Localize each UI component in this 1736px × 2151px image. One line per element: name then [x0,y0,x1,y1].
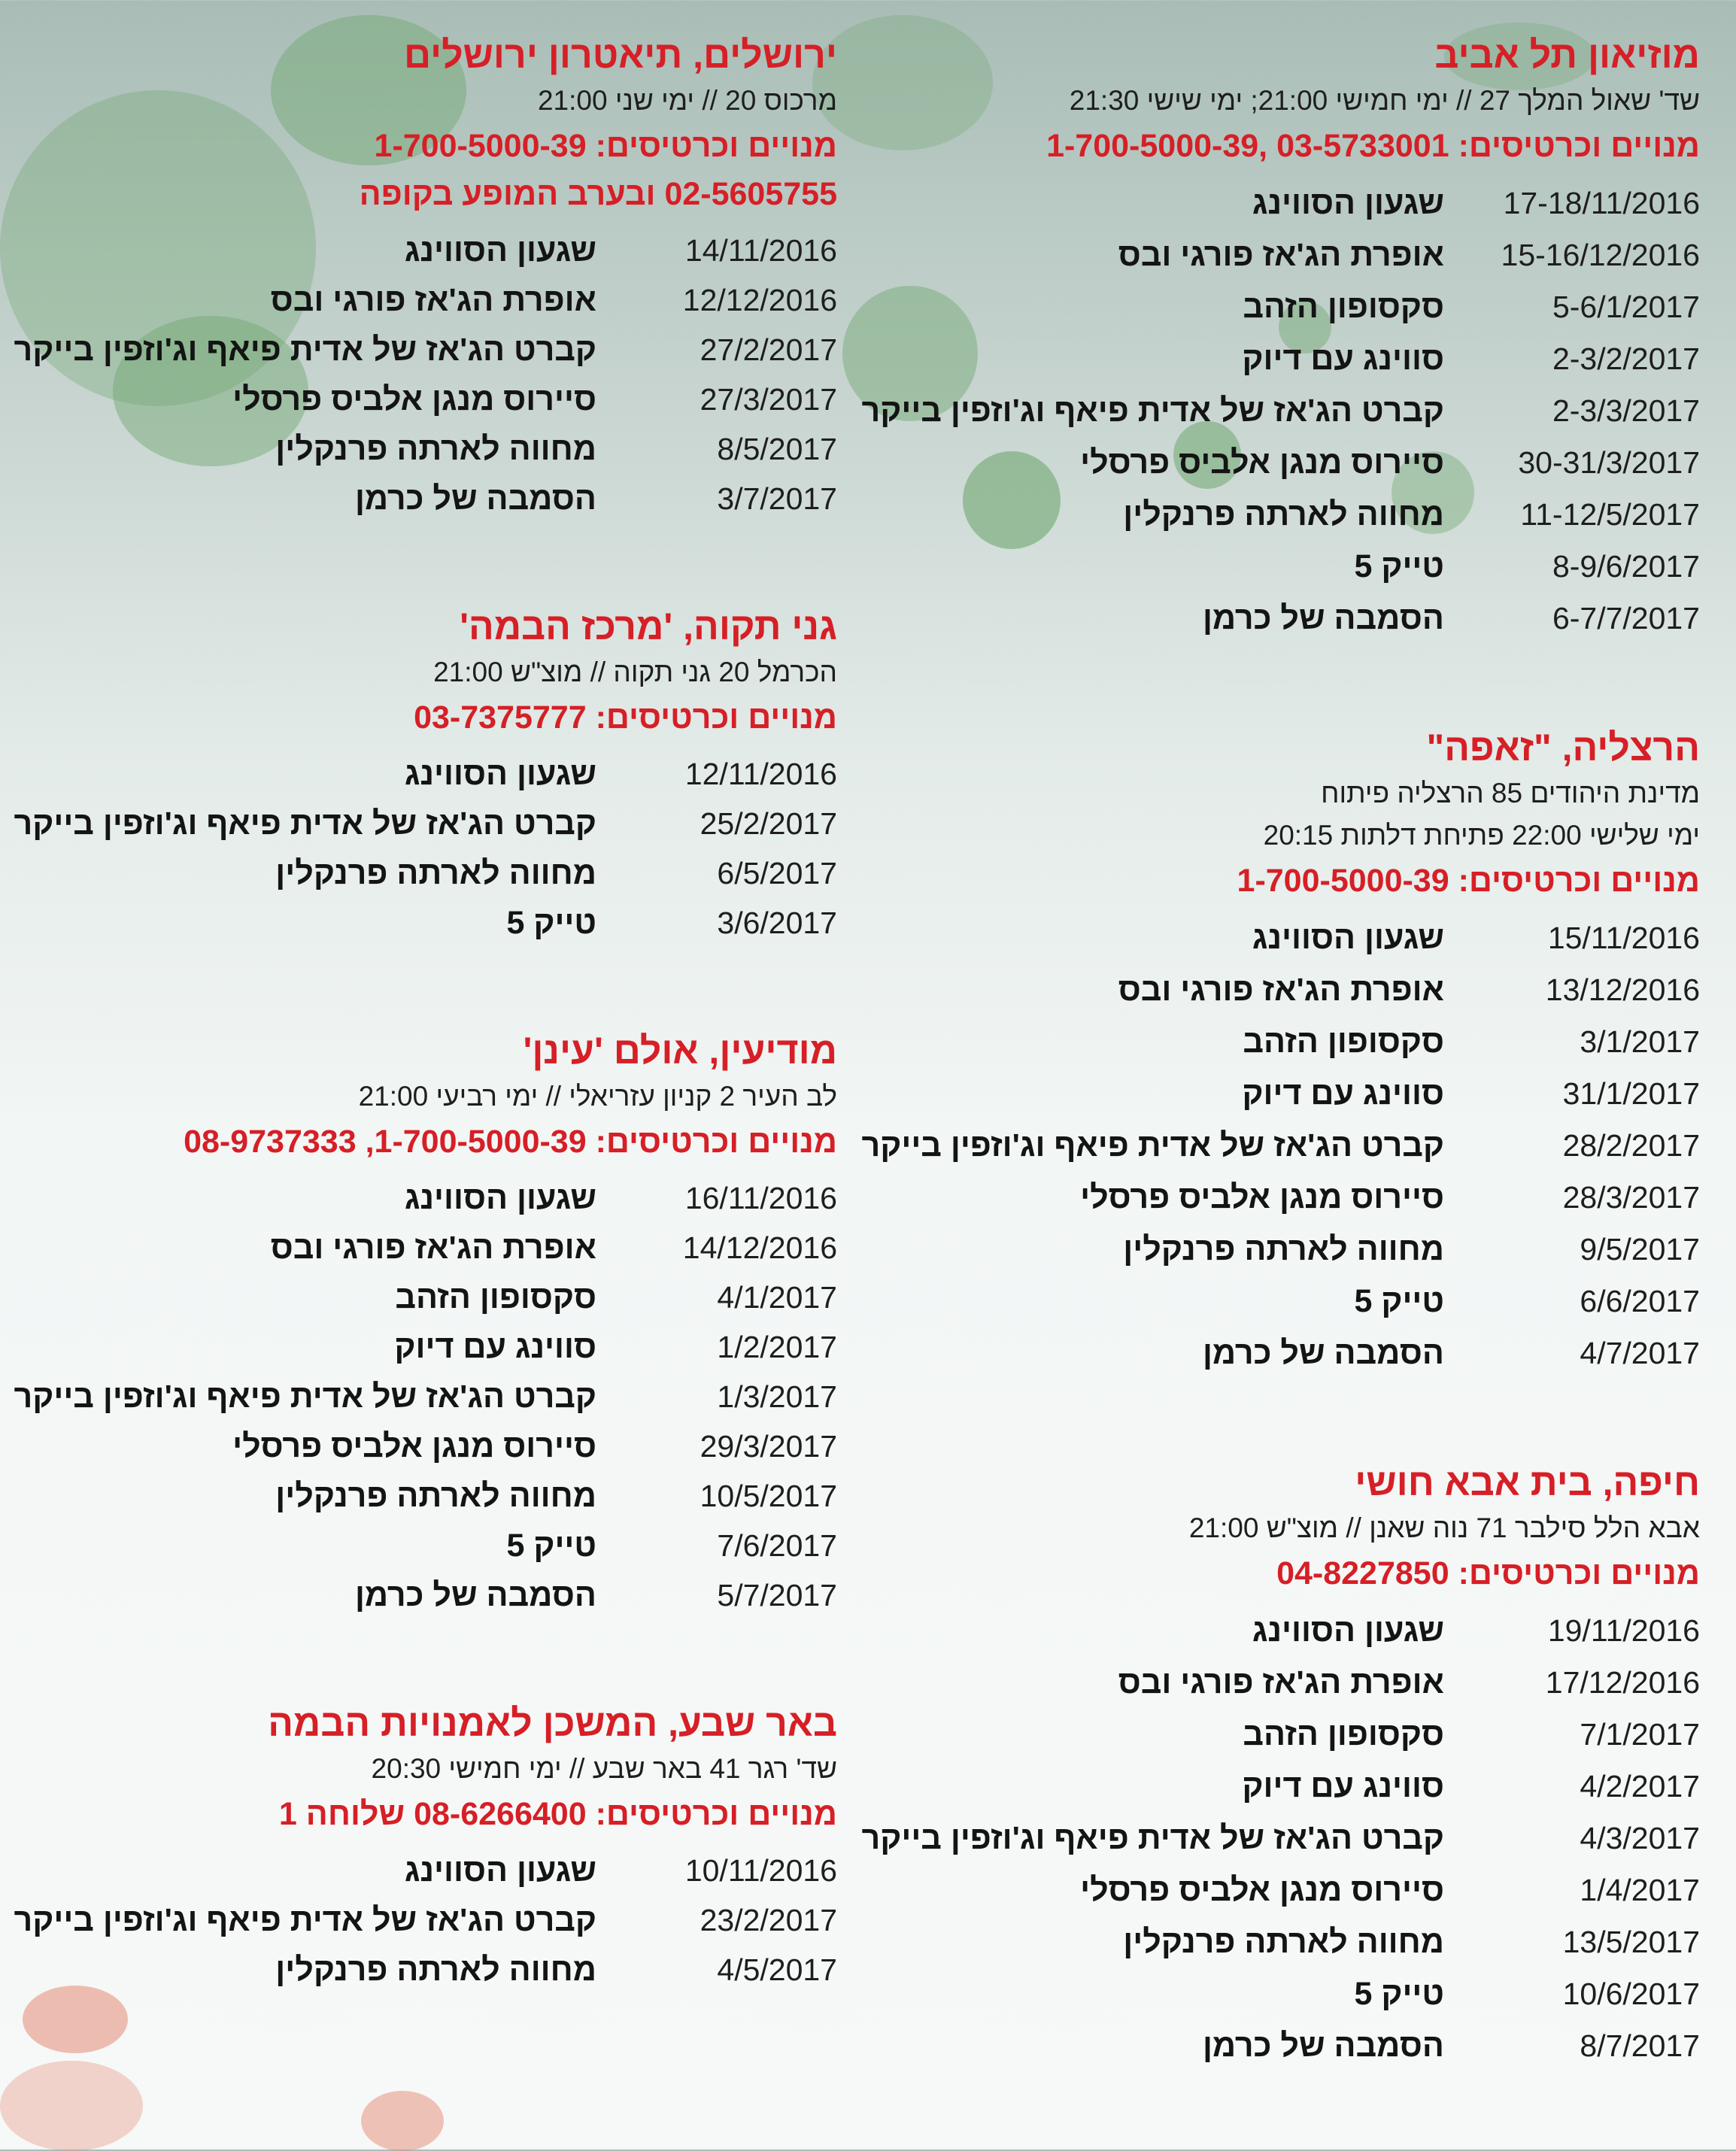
show-name: סיירוס מנגן אלביס פרסלי [1080,1179,1444,1215]
show-row [873,541,1700,593]
show-date: 15/11/2016 [1547,921,1700,955]
tickets-info: מנויים וכרטיסים: 1-700-5000-39 [374,128,837,164]
show-name: סווינג עם דיוק [1242,1768,1444,1804]
show-name: מחווה לארתה פרנקלין [1123,1231,1444,1267]
show-name: אופרת הג'אז פורגי ובס [1118,1664,1444,1700]
show-date: 8/5/2017 [717,432,837,466]
tickets-info: 02-5605755 ובערב המופע בקופה [359,176,837,212]
show-date: 3/1/2017 [1580,1024,1700,1059]
show-row [873,333,1700,385]
show-name: קברט הג'אז של אדית פיאף וג'וזפין בייקר [14,1379,596,1415]
show-row [873,489,1700,541]
venue-title: ירושלים, תיאטרון ירושלים [403,34,837,76]
show-row [861,385,1700,437]
tickets-info: מנויים וכרטיסים: 03-5733001 ,1-700-5000-39 [1046,128,1700,164]
show-row [2,1173,837,1223]
show-date: 3/6/2017 [717,906,837,940]
show-row [873,1761,1700,1813]
show-name: שגעון הסווינג [404,756,596,792]
venue-title: הרצליה, "זאפה" [1426,727,1700,769]
show-date: 31/1/2017 [1562,1076,1700,1111]
show-date: 7/6/2017 [717,1528,837,1563]
show-row [2,1846,837,1895]
show-date: 28/3/2017 [1562,1180,1700,1215]
show-row [2,1273,837,1322]
show-row [2,474,837,523]
venue-address-line: אבא הלל סילבר 71 נוה שאנן // מוצ"ש 21:00 [1188,1512,1700,1543]
show-date: 9/5/2017 [1580,1232,1700,1267]
tickets-info: מנויים וכרטיסים: 1-700-5000-39 [1237,863,1700,899]
show-date: 13/12/2016 [1545,972,1700,1007]
show-date: 13/5/2017 [1562,1925,1700,1959]
show-name: הסמבה של כרמן [354,1577,596,1613]
show-date: 27/2/2017 [700,332,837,367]
show-date: 11-12/5/2017 [1520,497,1700,532]
show-name: טייק 5 [506,905,596,941]
show-name: הסמבה של כרמן [1202,600,1444,636]
tickets-info: מנויים וכרטיסים: 08-6266400 שלוחה 1 [278,1796,837,1832]
show-row [2,1223,837,1273]
show-row [873,229,1700,281]
show-date: 1/4/2017 [1580,1873,1700,1907]
tickets-info: מנויים וכרטיסים: 04-8227850 [1276,1555,1700,1591]
show-date: 27/3/2017 [700,382,837,417]
show-row [2,1471,837,1521]
show-name: סווינג עם דיוק [1242,1076,1444,1112]
show-date: 4/1/2017 [717,1280,837,1315]
show-row [873,1605,1700,1657]
show-date: 1/3/2017 [717,1379,837,1414]
show-row [2,749,837,799]
show-row [873,593,1700,645]
show-date: 8/7/2017 [1580,2028,1700,2063]
venue-title: מוזיאון תל אביב [1434,34,1700,76]
show-name: סיירוס מנגן אלביס פרסלי [1080,1872,1444,1908]
show-name: סקסופון הזהב [395,1279,596,1315]
venue-address-line: הכרמל 20 גני תקוה // מוצ"ש 21:00 [433,657,837,687]
show-row [873,281,1700,333]
show-name: שגעון הסווינג [1252,920,1444,956]
show-list [861,912,1700,1379]
show-name: סיירוס מנגן אלביס פרסלי [1080,444,1444,481]
venue-address-line: ימי שלישי 22:00 פתיחת דלתות 20:15 [1263,820,1700,851]
show-row [873,1916,1700,1968]
show-name: מחווה לארתה פרנקלין [275,855,596,891]
show-name: סקסופון הזהב [1243,289,1444,325]
show-row [873,1864,1700,1916]
show-name: סיירוס מנגן אלביס פרסלי [232,1428,596,1464]
show-row [2,799,837,848]
show-row [873,177,1700,229]
venue-title: מודיעין, אולם 'עינן' [523,1030,837,1072]
show-date: 2-3/3/2017 [1552,393,1700,428]
show-name: טייק 5 [1354,548,1444,584]
tickets-info: מנויים וכרטיסים: 03-7375777 [414,699,837,736]
show-name: מחווה לארתה פרנקלין [1123,496,1444,532]
show-list [2,749,837,948]
show-row [2,898,837,948]
show-date: 30-31/3/2017 [1518,445,1700,480]
show-row [2,424,837,474]
show-name: שגעון הסווינג [404,1180,596,1216]
show-date: 3/7/2017 [717,481,837,516]
left-column [2,30,837,2073]
red-splash [0,2061,143,2151]
show-date: 5/7/2017 [717,1578,837,1612]
show-date: 2-3/2/2017 [1552,341,1700,376]
show-date: 6/6/2017 [1580,1284,1700,1318]
show-date: 17-18/11/2016 [1503,186,1700,220]
show-date: 4/2/2017 [1580,1769,1700,1804]
show-date: 10/5/2017 [700,1479,837,1513]
venue-title: באר שבע, המשכן לאמנויות הבמה [268,1702,837,1744]
show-name: אופרת הג'אז פורגי ובס [1118,972,1444,1008]
show-list [2,1846,837,1995]
venue-block [2,1026,837,1620]
venue-block [2,602,837,948]
show-list [861,177,1700,645]
show-date: 4/5/2017 [717,1952,837,1987]
venue-block [2,1698,837,1995]
show-row [2,325,837,375]
show-name: שגעון הסווינג [1252,1612,1444,1649]
show-name: סקסופון הזהב [1243,1024,1444,1060]
venue-block [2,30,837,523]
show-row [2,1421,837,1471]
show-date: 28/2/2017 [1562,1128,1700,1163]
show-name: מחווה לארתה פרנקלין [275,1478,596,1514]
show-date: 10/11/2016 [684,1853,837,1888]
show-date: 15-16/12/2016 [1501,238,1700,272]
show-name: מחווה לארתה פרנקלין [1123,1924,1444,1960]
show-row [2,1895,837,1945]
show-date: 1/2/2017 [717,1330,837,1364]
venue-address-line: שד' רגר 41 באר שבע // ימי חמישי 20:30 [371,1753,837,1784]
show-name: שגעון הסווינג [404,1852,596,1889]
show-date: 4/3/2017 [1580,1821,1700,1855]
tickets-info: מנויים וכרטיסים: 1-700-5000-39, 08-9737333 [184,1124,837,1160]
show-row [2,1372,837,1421]
right-column [861,30,1700,2150]
show-row [873,1327,1700,1379]
show-name: הסמבה של כרמן [1202,1335,1444,1371]
show-row [2,226,837,275]
show-date: 16/11/2016 [684,1181,837,1215]
show-row [873,1276,1700,1327]
show-row [873,1968,1700,2020]
venue-title: חיפה, בית אבא חושי [1355,1461,1700,1503]
show-list [2,226,837,523]
show-name: טייק 5 [1354,1976,1444,2012]
show-date: 14/12/2016 [682,1230,837,1265]
show-date: 6/5/2017 [717,856,837,890]
venue-block [861,723,1700,1379]
venue-block [861,30,1700,645]
show-row [873,1224,1700,1276]
show-name: שגעון הסווינג [404,232,596,268]
show-date: 17/12/2016 [1545,1665,1700,1700]
show-name: סיירוס מנגן אלביס פרסלי [232,381,596,417]
show-row [873,1657,1700,1709]
show-date: 4/7/2017 [1580,1336,1700,1370]
show-row [873,1068,1700,1120]
show-name: שגעון הסווינג [1252,185,1444,221]
show-name: טייק 5 [506,1528,596,1564]
show-date: 8-9/6/2017 [1552,549,1700,584]
show-name: אופרת הג'אז פורגי ובס [270,282,596,318]
show-name: קברט הג'אז של אדית פיאף וג'וזפין בייקר [14,332,596,368]
show-date: 23/2/2017 [700,1903,837,1937]
show-row [2,1521,837,1570]
show-date: 7/1/2017 [1580,1717,1700,1752]
red-splash [361,2091,444,2151]
show-name: הסמבה של כרמן [354,481,596,517]
show-name: אופרת הג'אז פורגי ובס [270,1230,596,1266]
show-date: 10/6/2017 [1562,1977,1700,2011]
show-date: 25/2/2017 [700,806,837,841]
show-name: סקסופון הזהב [1243,1716,1444,1752]
show-name: סווינג עם דיוק [394,1329,596,1365]
show-name: קברט הג'אז של אדית פיאף וג'וזפין בייקר [861,1127,1444,1163]
show-row [873,1172,1700,1224]
show-date: 6-7/7/2017 [1552,601,1700,636]
venue-address-line: לב העיר 2 קניון עזריאלי // ימי רביעי 21:00 [358,1081,837,1112]
show-name: מחווה לארתה פרנקלין [275,1952,596,1988]
show-name: הסמבה של כרמן [1202,2028,1444,2064]
venue-address-line: מדינת היהודים 85 הרצליה פיתוח [1321,778,1700,809]
show-row [873,2020,1700,2072]
show-row [873,964,1700,1016]
show-list [861,1605,1700,2072]
show-row [873,1016,1700,1068]
show-list [2,1173,837,1620]
venue-title: גני תקוה, 'מרכז הבמה' [460,605,837,648]
show-row [2,1945,837,1995]
venue-address-line: מרכוס 20 // ימי שני 21:00 [537,85,837,116]
show-date: 19/11/2016 [1547,1613,1700,1648]
show-date: 12/12/2016 [682,283,837,317]
show-name: קברט הג'אז של אדית פיאף וג'וזפין בייקר [14,805,596,842]
show-row [2,375,837,424]
show-row [873,1709,1700,1761]
show-name: אופרת הג'אז פורגי ובס [1118,237,1444,273]
show-row [2,848,837,898]
show-name: קברט הג'אז של אדית פיאף וג'וזפין בייקר [14,1902,596,1938]
show-date: 14/11/2016 [684,233,837,268]
show-date: 5-6/1/2017 [1552,290,1700,324]
venue-address-line: שד' שאול המלך 27 // ימי חמישי 21:00; ימי שישי 21:30 [1069,85,1700,116]
show-name: סווינג עם דיוק [1242,341,1444,377]
show-name: קברט הג'אז של אדית פיאף וג'וזפין בייקר [861,393,1444,429]
venue-block [861,1458,1700,2072]
show-row [2,275,837,325]
show-row [2,1570,837,1620]
show-row [873,912,1700,964]
show-row [861,1120,1700,1172]
show-row [861,1813,1700,1864]
show-date: 29/3/2017 [700,1429,837,1464]
show-row [873,437,1700,489]
show-name: קברט הג'אז של אדית פיאף וג'וזפין בייקר [861,1820,1444,1856]
show-date: 12/11/2016 [684,757,837,791]
show-name: מחווה לארתה פרנקלין [275,431,596,467]
show-name: טייק 5 [1354,1283,1444,1319]
show-row [2,1322,837,1372]
